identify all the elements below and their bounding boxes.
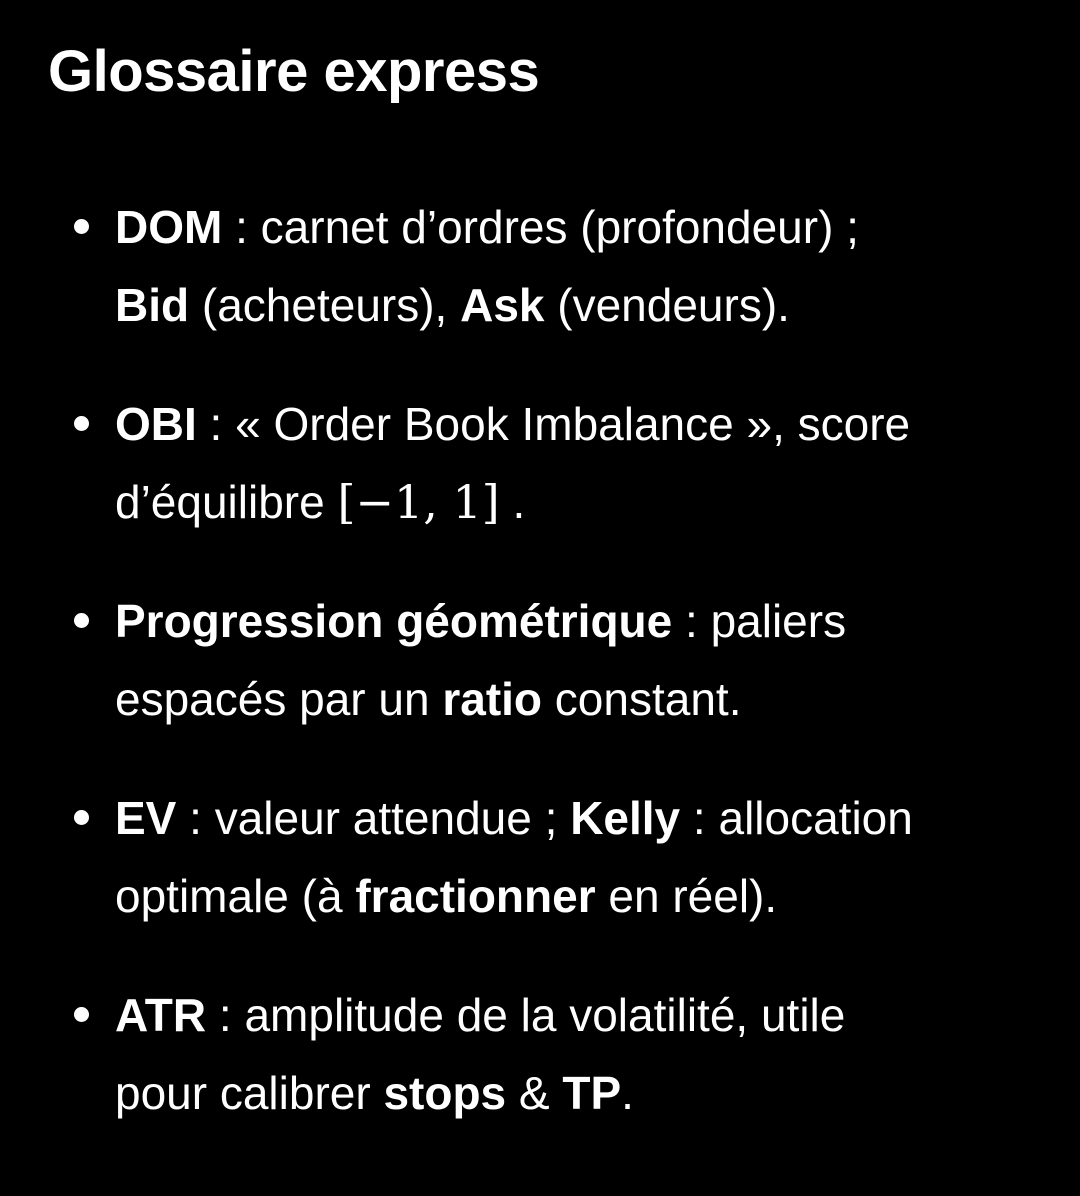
term: Kelly	[570, 792, 681, 844]
item-line	[115, 463, 1015, 541]
definition-text: en réel).	[595, 870, 778, 922]
definition-text: .	[621, 1067, 634, 1119]
definition-text: : amplitude de la volatilité, utile	[206, 989, 846, 1041]
item-line	[115, 188, 1015, 266]
list-item-obi	[0, 385, 1015, 541]
definition-text: : valeur attendue ;	[176, 792, 571, 844]
definition-text: : carnet d’ordres (profondeur) ;	[222, 201, 859, 253]
glossary-list	[0, 188, 1015, 1173]
item-line	[115, 266, 1015, 344]
bullet-icon	[74, 613, 89, 628]
definition-text: (acheteurs),	[189, 279, 461, 331]
definition-text: &	[506, 1067, 563, 1119]
bullet-icon	[74, 219, 89, 234]
definition-text: : paliers	[672, 595, 847, 647]
definition-text: (vendeurs).	[544, 279, 790, 331]
term: TP	[562, 1067, 622, 1119]
item-line	[115, 660, 1015, 738]
term: Ask	[460, 279, 545, 331]
definition-text: constant.	[542, 673, 742, 725]
item-line	[115, 1054, 1015, 1132]
definition-text: espacés par un	[115, 673, 443, 725]
item-line	[115, 857, 1015, 935]
term: ATR	[115, 989, 207, 1041]
term: OBI	[115, 398, 197, 450]
definition-text: : allocation	[680, 792, 913, 844]
definition-text: optimale (à	[115, 870, 356, 922]
bullet-icon	[74, 416, 89, 431]
item-line	[115, 779, 1015, 857]
definition-text: .	[499, 476, 526, 528]
math-interval: [−1, 1]	[337, 475, 500, 529]
item-line	[115, 976, 1015, 1054]
definition-text: pour calibrer	[115, 1067, 384, 1119]
list-item-atr	[0, 976, 1015, 1132]
bullet-icon	[74, 1007, 89, 1022]
item-line	[115, 582, 1015, 660]
term: ratio	[442, 673, 543, 725]
list-item-dom	[0, 188, 1015, 344]
term: Progression géométrique	[115, 595, 673, 647]
item-line	[115, 385, 1015, 463]
list-item-ev-kelly	[0, 779, 1015, 935]
term: DOM	[115, 201, 223, 253]
definition-text: d’équilibre	[115, 476, 338, 528]
term: stops	[383, 1067, 507, 1119]
list-item-progression	[0, 582, 1015, 738]
page-title: Glossaire express	[48, 39, 540, 104]
definition-text: : « Order Book Imbalance », score	[196, 398, 911, 450]
term: Bid	[115, 279, 190, 331]
term: fractionner	[355, 870, 596, 922]
term: EV	[115, 792, 177, 844]
bullet-icon	[74, 810, 89, 825]
